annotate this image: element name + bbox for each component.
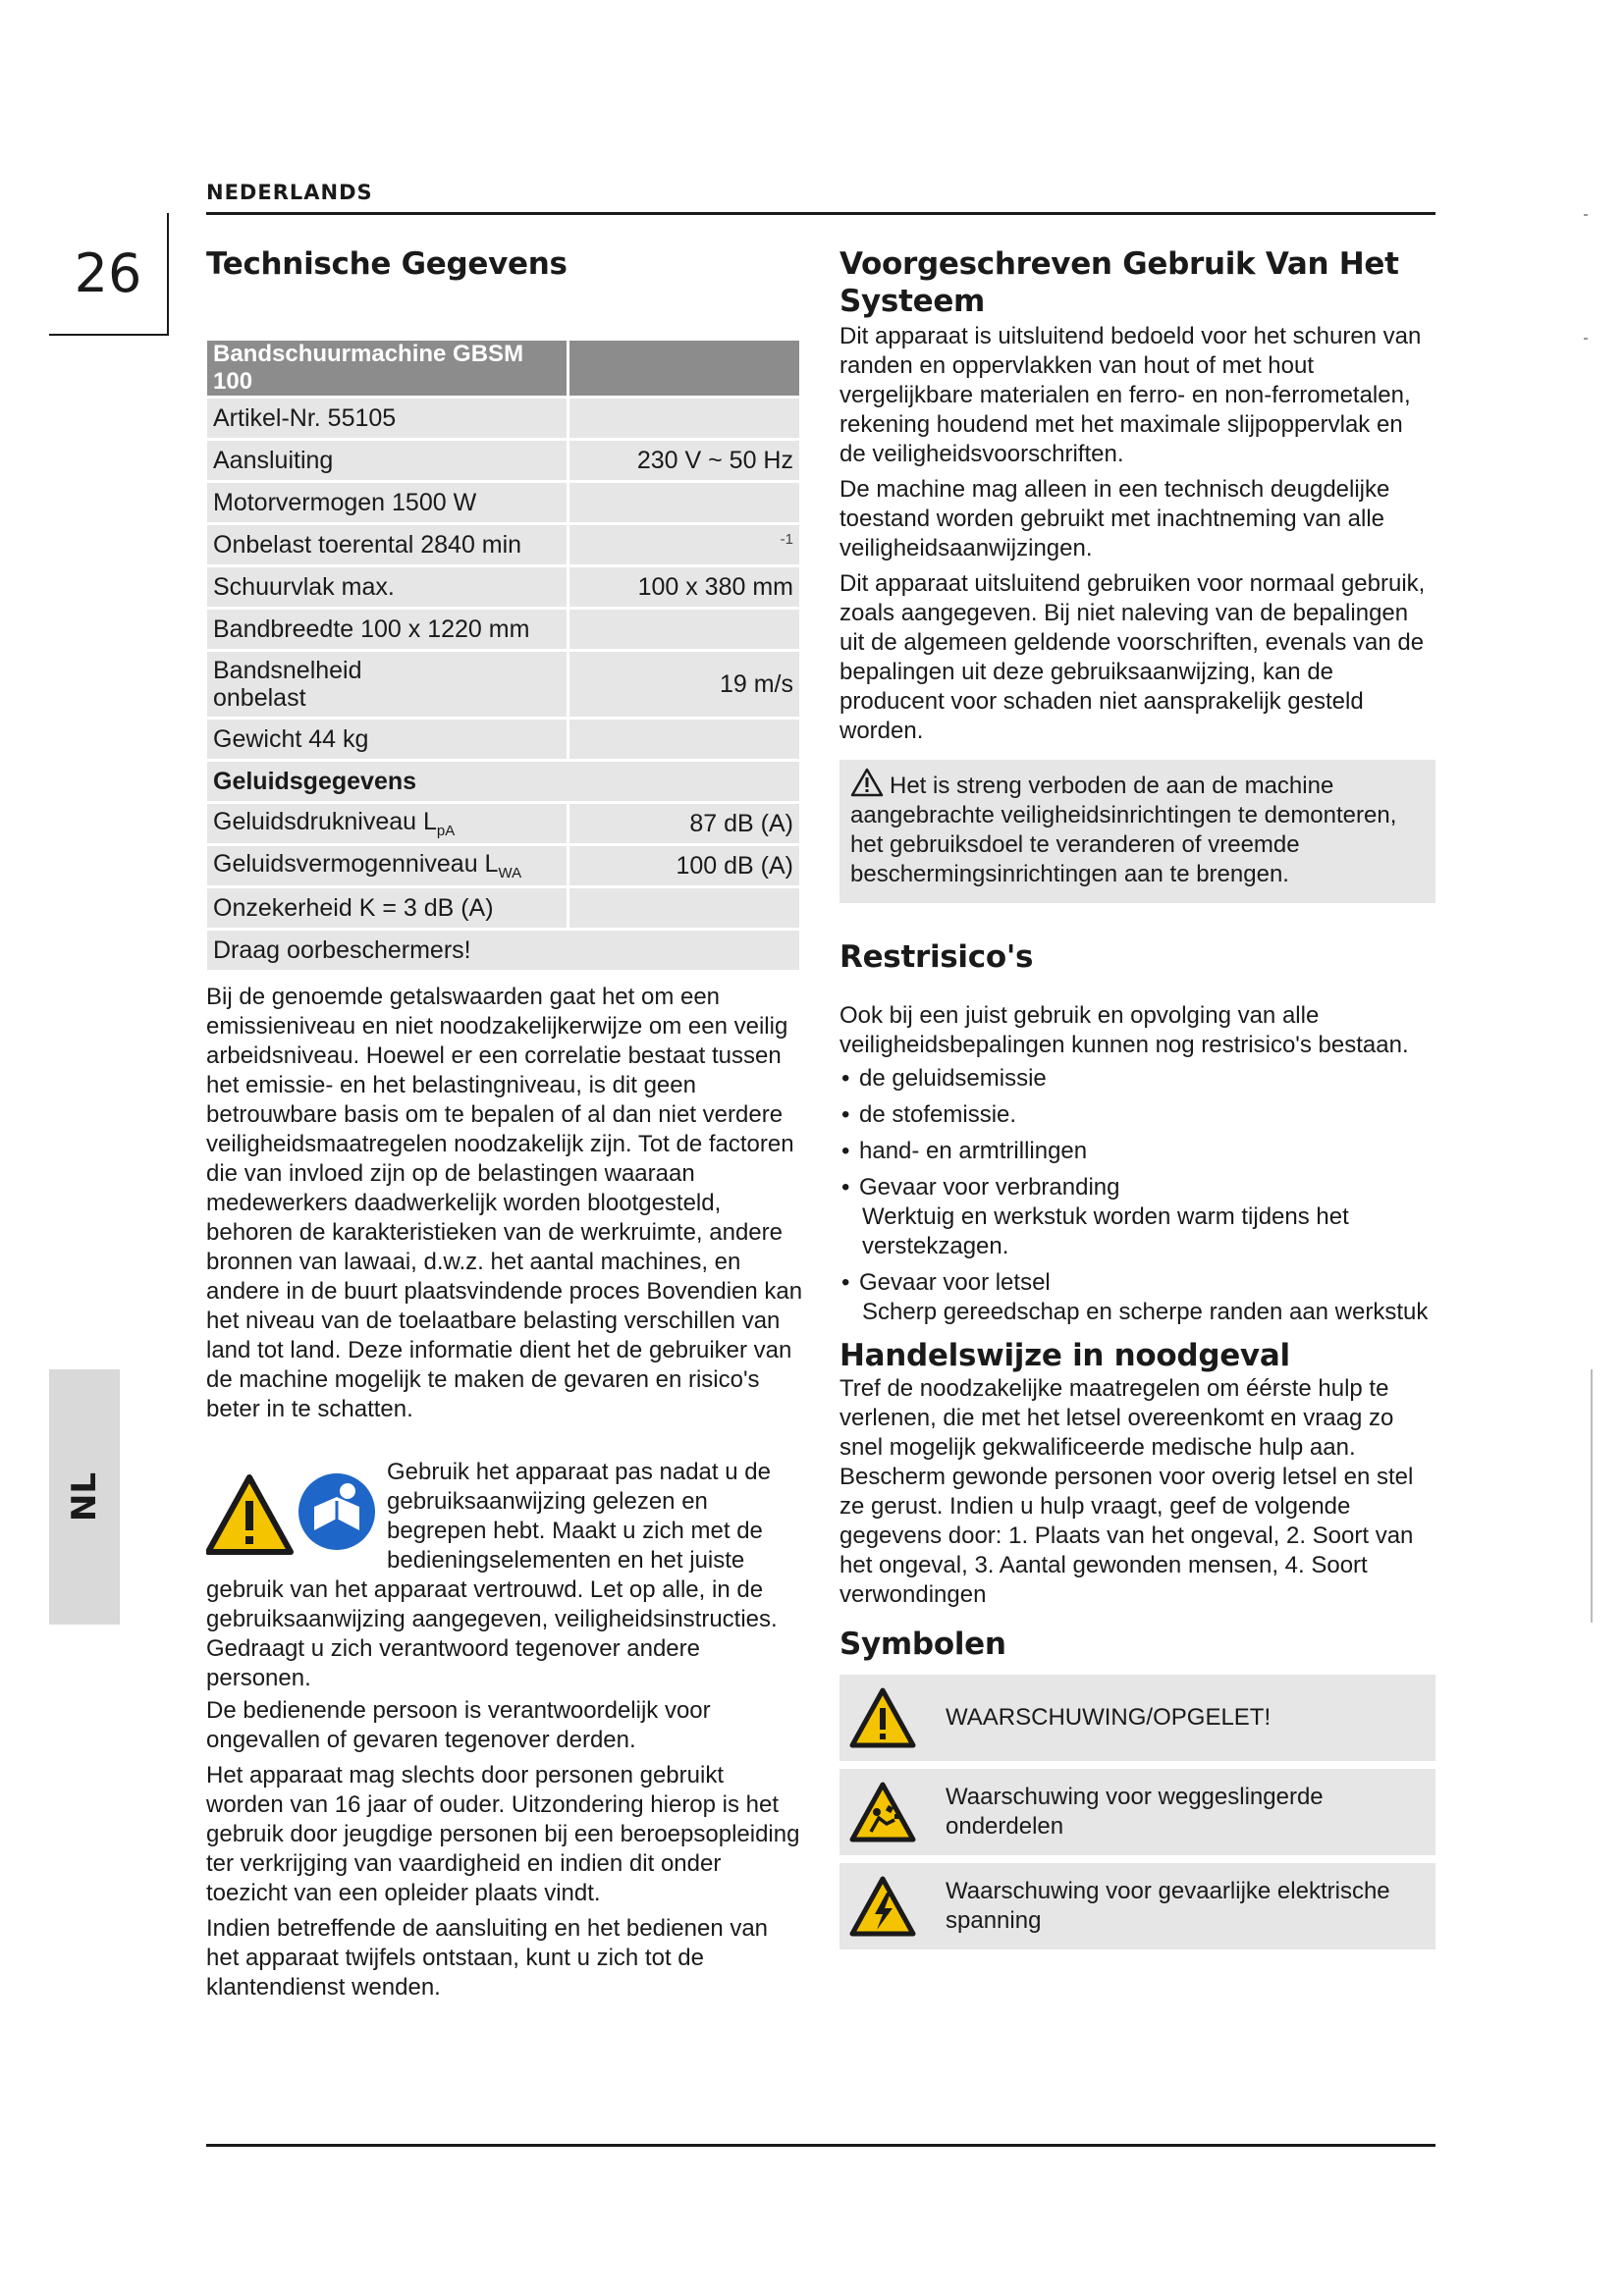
risk-text: de stofemissie. (859, 1101, 1017, 1128)
list-item (839, 1268, 1435, 1327)
warning-triangle-icon (849, 1686, 916, 1749)
symbols-title: Symbolen (839, 1627, 1006, 1662)
spec-label (207, 846, 569, 885)
table-row (207, 483, 799, 522)
electric-voltage-warning-icon (849, 1875, 916, 1938)
spec-label: Gewicht 44 kg (207, 720, 569, 759)
table-subheader-row (207, 762, 799, 801)
risk-detail: Scherp gereedschap en scherpe randen aan werkstuk (862, 1299, 1429, 1325)
operator-responsibility-paragraph: De bedienende persoon is verantwoordelijk voor ongevallen of gevaren tegenover derden. (206, 1697, 711, 1753)
spec-value: 100 dB (A) (569, 846, 799, 885)
spec-value: 230 V ~ 50 Hz (569, 441, 799, 480)
manual-notice (206, 1458, 805, 1693)
list-item (839, 1064, 1435, 1094)
table-row (207, 441, 799, 480)
spec-table-header (207, 341, 799, 396)
edge-mark (1591, 1369, 1593, 1623)
footer-divider (206, 2144, 1435, 2147)
spec-label-line: Bandsnelheid (213, 657, 362, 684)
list-item (839, 1137, 1435, 1166)
language-side-tab-label: NL (65, 1471, 104, 1522)
technical-data-title: Technische Gegevens (206, 246, 568, 282)
intended-use-title: Voorgeschreven Gebruik Van Het Systeem (839, 246, 1399, 319)
symbol-row (839, 1769, 1435, 1855)
table-row (207, 567, 799, 607)
spec-label-text: Geluidsdrukniveau L (213, 808, 437, 835)
table-row (207, 804, 799, 843)
table-row (207, 846, 799, 885)
flying-parts-warning-icon (849, 1781, 916, 1843)
page-number: 26 (74, 242, 142, 304)
language-header: NEDERLANDS (206, 181, 373, 204)
residual-risks-title: Restrisico's (839, 939, 1034, 975)
table-row (207, 888, 799, 928)
left-column (206, 245, 805, 2002)
list-item (839, 1100, 1435, 1130)
risk-text: hand- en armtrillingen (859, 1138, 1088, 1164)
spec-subheader: Geluidsgegevens (207, 762, 799, 801)
intended-use-paragraph-3: Dit apparaat uitsluitend gebruiken voor normaal gebruik, zoals aangegeven. Bij niet naleving van de bepalingen uit de algemeen geldende voorschriften, evenals van de bepalingen uit deze gebruiksaanwijzing, kan de producent voor schaden niet aansprakelijk gesteld worden. (839, 570, 1426, 744)
read-manual-icon (297, 1471, 377, 1552)
symbol-row (839, 1863, 1435, 1949)
risk-text: Gevaar voor letsel (859, 1269, 1051, 1296)
symbols-list (839, 1675, 1435, 1949)
table-row (207, 720, 799, 759)
spec-label: Onbelast toerental 2840 min (207, 525, 569, 564)
page-number-box (49, 213, 169, 336)
spec-header-cell-empty (569, 341, 799, 396)
spec-note: Draag oorbeschermers! (207, 931, 799, 970)
age-restriction-paragraph: Het apparaat mag slechts door personen gebruikt worden van 16 jaar of ouder. Uitzondering hierop is het gebruik door jeugdige personen bij een beroepsopleiding ter verkrijging van vaardigheid en indien dit onder toezicht van een opleider plaats vindt. (206, 1762, 800, 1906)
table-row (207, 525, 799, 564)
risk-text: Gevaar voor verbranding (859, 1174, 1120, 1201)
residual-risks-intro: Ook bij een juist gebruik en opvolging van alle veiligheidsbepalingen kunnen nog restrisico's bestaan. (839, 1002, 1409, 1058)
edge-mark (1584, 338, 1588, 340)
header-divider (206, 212, 1435, 215)
table-row (207, 610, 799, 649)
notice-icons (206, 1471, 379, 1560)
intended-use-paragraph-1: Dit apparaat is uitsluitend bedoeld voor het schuren van randen en oppervlakken van hout of met hout vergelijkbare materialen en ferro- en non-ferrometalen, rekening houdend met het maximale slijpoppervlak en de veiligheidsvoorschriften. (839, 323, 1422, 467)
spec-label: Motorvermogen 1500 W (207, 483, 569, 522)
spec-value (569, 888, 799, 928)
table-row (207, 931, 799, 970)
emergency-title: Handelswijze in noodgeval (839, 1338, 1290, 1373)
intended-use-paragraph-2: De machine mag alleen in een technisch deugdelijke toestand worden gebruikt met inachtneming van alle veiligheidsaanwijzingen. (839, 476, 1390, 561)
emergency-paragraph: Tref de noodzakelijke maatregelen om éérste hulp te verlenen, die met het letsel overeenkomt en vraag zo snel mogelijk gekwalificeerde medische hulp aan. Bescherm gewonde personen voor overig letsel en stel ze gerust. Indien u hulp vraagt, geef de volgende gegevens door: 1. Plaats van het ongeval, 2. Soort van het ongeval, 3. Aantal gewonden mensen, 4. Soort verwondingen (839, 1375, 1414, 1608)
symbol-label: WAARSCHUWING/OPGELET! (946, 1704, 1272, 1731)
safety-warning-text-wrap (850, 768, 1425, 889)
spec-label: Bandbreedte 100 x 1220 mm (207, 610, 569, 649)
symbol-label: Waarschuwing voor weggeslingerde onderdelen (946, 1784, 1324, 1840)
right-column (839, 245, 1435, 1957)
spec-value (569, 483, 799, 522)
warning-outline-icon (850, 768, 884, 797)
spec-value: 100 x 380 mm (569, 567, 799, 607)
residual-risks-list (839, 1064, 1435, 1327)
spec-value (569, 720, 799, 759)
spec-value (569, 399, 799, 438)
risk-detail: Werktuig en werkstuk worden warm tijdens het verstekzagen. (862, 1203, 1349, 1259)
spec-subscript: WA (498, 865, 522, 881)
risk-text: de geluidsemissie (859, 1065, 1047, 1092)
spec-label: Artikel-Nr. 55105 (207, 399, 569, 438)
safety-warning-text: Het is streng verboden de aan de machine aangebrachte veiligheidsinrichtingen te demonteren, het gebruiksdoel te veranderen of vreemde beschermingsinrichtingen aan te brengen. (850, 773, 1397, 887)
table-row (207, 652, 799, 717)
spec-value (569, 610, 799, 649)
spec-value: 87 dB (A) (569, 804, 799, 843)
spec-label (207, 652, 569, 717)
spec-label: Schuurvlak max. (207, 567, 569, 607)
edge-mark (1584, 214, 1588, 216)
spec-value (569, 525, 799, 564)
spec-label-text: Geluidsvermogenniveau L (213, 850, 499, 878)
symbol-label: Waarschuwing voor gevaarlijke elektrische spanning (946, 1878, 1390, 1934)
safety-warning-box (839, 760, 1435, 903)
spec-superscript: -1 (780, 530, 793, 548)
spec-label-line: onbelast (213, 684, 306, 712)
spec-label (207, 804, 569, 843)
symbol-row (839, 1675, 1435, 1761)
customer-service-paragraph: Indien betreffende de aansluiting en het bedienen van het apparaat twijfels ontstaan, kunt u zich tot de klantendienst wenden. (206, 1915, 769, 2001)
spec-label: Aansluiting (207, 441, 569, 480)
emission-paragraph: Bij de genoemde getalswaarden gaat het om een emissieniveau en niet noodzakelijkerwijze om een veilig arbeidsniveau. Hoewel er een correlatie bestaat tussen het emissie- en het belastingniveau, is dit geen betrouwbare basis om te bepalen of al dan niet verdere veiligheidsmaatregelen noodzakelijk zijn. Tot de factoren die van invloed zijn op de belastingen waaraan medewerkers daadwerkelijk worden blootgesteld, behoren de karakteristieken van de werkruimte, andere bronnen van lawaai, d.w.z. het aantal machines, en andere in de buurt plaatsvindende proces Bovendien kan het niveau van de toelaatbare belasting verschillen van land tot land. Deze informatie dient het de gebruiker van de machine mogelijk te maken de gevaren en risico's beter in te schatten. (206, 984, 803, 1422)
spec-table (207, 338, 799, 973)
spec-subscript: pA (436, 823, 456, 839)
list-item (839, 1173, 1435, 1261)
read-manual-paragraph: Gebruik het apparaat pas nadat u de gebruiksaanwijzing gelezen en begrepen hebt. Maakt u zich met de bedieningselementen en het juiste gebruik van het apparaat vertrouwd. Let op alle, in de gebruiksaanwijzing aangegeven, veiligheidsinstructies. Gedraagt u zich verantwoord tegenover andere personen. (206, 1459, 778, 1691)
language-side-tab (49, 1369, 120, 1625)
spec-header-cell: Bandschuurmachine GBSM 100 (207, 341, 569, 396)
spec-value: 19 m/s (569, 652, 799, 717)
spec-label: Onzekerheid K = 3 dB (A) (207, 888, 569, 928)
table-row (207, 399, 799, 438)
